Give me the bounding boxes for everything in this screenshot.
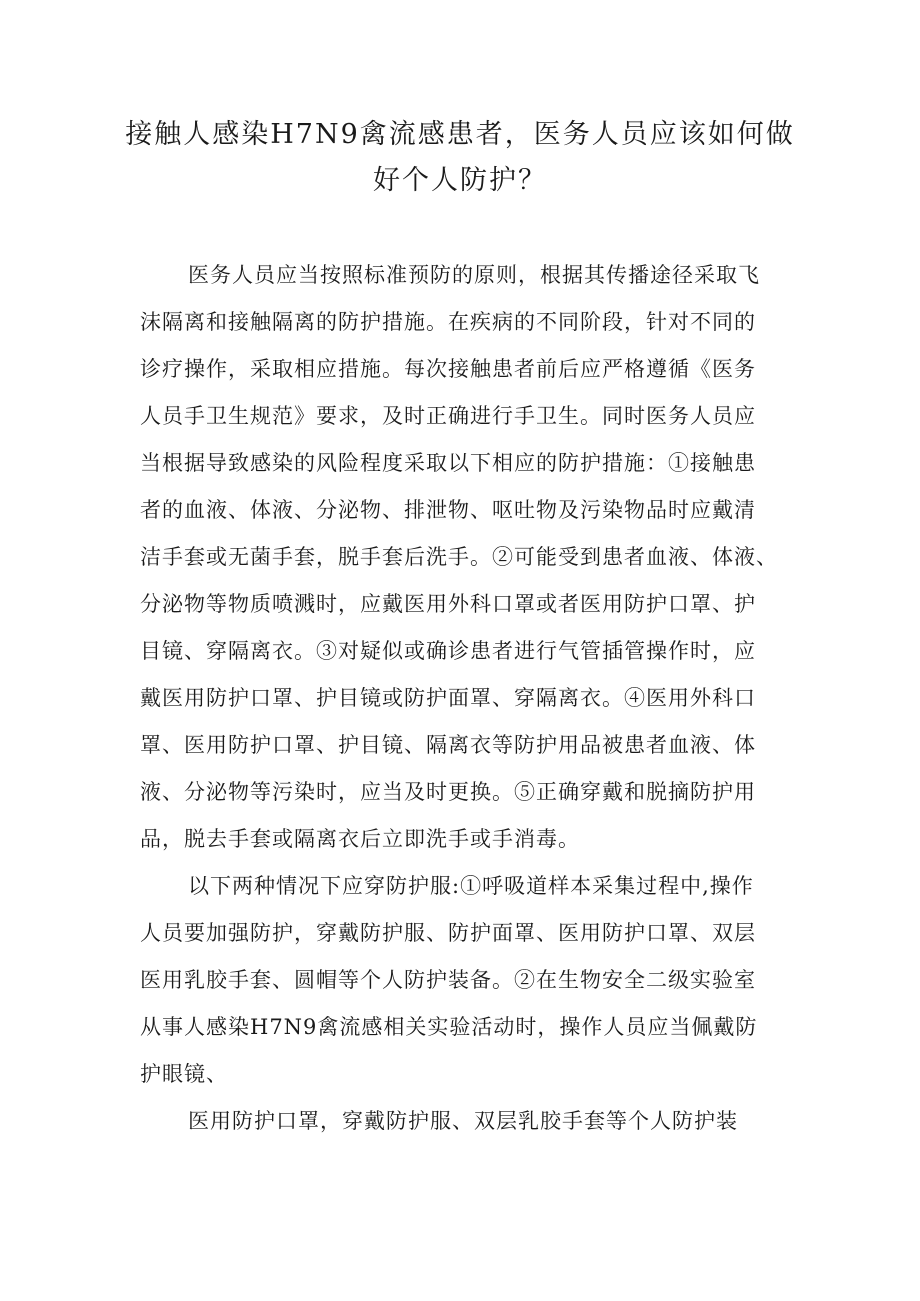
paragraph-1 — [140, 252, 788, 863]
paragraph-2-line: 从事人感染H7N9禽流感相关实验活动时，操作人员应当佩戴防 — [140, 1015, 758, 1039]
paragraph-2-line: 人员要加强防护，穿戴防护服、防护面罩、医用防护口罩、双层 — [140, 921, 756, 945]
title-line-2: 好个人防护？ — [373, 165, 547, 196]
paragraph-1-line: 人员手卫生规范》要求，及时正确进行手卫生。同时医务人员应 — [140, 404, 756, 428]
paragraph-1-line: 者的血液、体液、分泌物、排泄物、呕吐物及污染物品时应戴清 — [140, 498, 756, 522]
paragraph-3-line: 医用防护口罩，穿戴防护服、双层乳胶手套等个人防护装 — [188, 1109, 738, 1133]
paragraph-1-line: 液、分泌物等污染时，应当及时更换。⑤正确穿戴和脱摘防护用 — [140, 780, 756, 804]
paragraph-2-line: 医用乳胶手套、圆帽等个人防护装备。②在生物安全二级实验室 — [140, 968, 756, 992]
paragraph-2-line: 以下两种情况下应穿防护服:①呼吸道样本采集过程中,操作 — [188, 874, 754, 898]
paragraph-1-line: 当根据导致感染的风险程度采取以下相应的防护措施：①接触患 — [140, 451, 756, 475]
paragraph-1-line: 罩、医用防护口罩、护目镜、隔离衣等防护用品被患者血液、体 — [140, 733, 756, 757]
paragraph-1-line: 沫隔离和接触隔离的防护措施。在疾病的不同阶段，针对不同的 — [140, 310, 756, 334]
paragraph-1-line: 品，脱去手套或隔离衣后立即洗手或手消毒。 — [140, 827, 580, 851]
paragraph-1-line: 目镜、穿隔离衣。③对疑似或确诊患者进行气管插管操作时，应 — [140, 639, 756, 663]
paragraph-1-line: 诊疗操作，采取相应措施。每次接触患者前后应严格遵循《医务 — [140, 357, 756, 381]
paragraph-2 — [140, 863, 788, 1098]
paragraph-1-line: 医务人员应当按照标准预防的原则，根据其传播途径采取飞 — [188, 263, 760, 287]
document-title — [120, 112, 800, 204]
paragraph-1-line: 戴医用防护口罩、护目镜或防护面罩、穿隔离衣。④医用外科口 — [140, 686, 756, 710]
paragraph-3 — [140, 1098, 788, 1145]
document-body — [140, 252, 788, 1145]
paragraph-1-line: 洁手套或无菌手套，脱手套后洗手。②可能受到患者血液、体液、 — [140, 545, 778, 569]
paragraph-1-line: 分泌物等物质喷溅时，应戴医用外科口罩或者医用防护口罩、护 — [140, 592, 756, 616]
title-line-1: 接触人感染H7N9禽流感患者，医务人员应该如何做 — [125, 119, 795, 150]
paragraph-2-line: 护眼镜、 — [140, 1062, 228, 1086]
